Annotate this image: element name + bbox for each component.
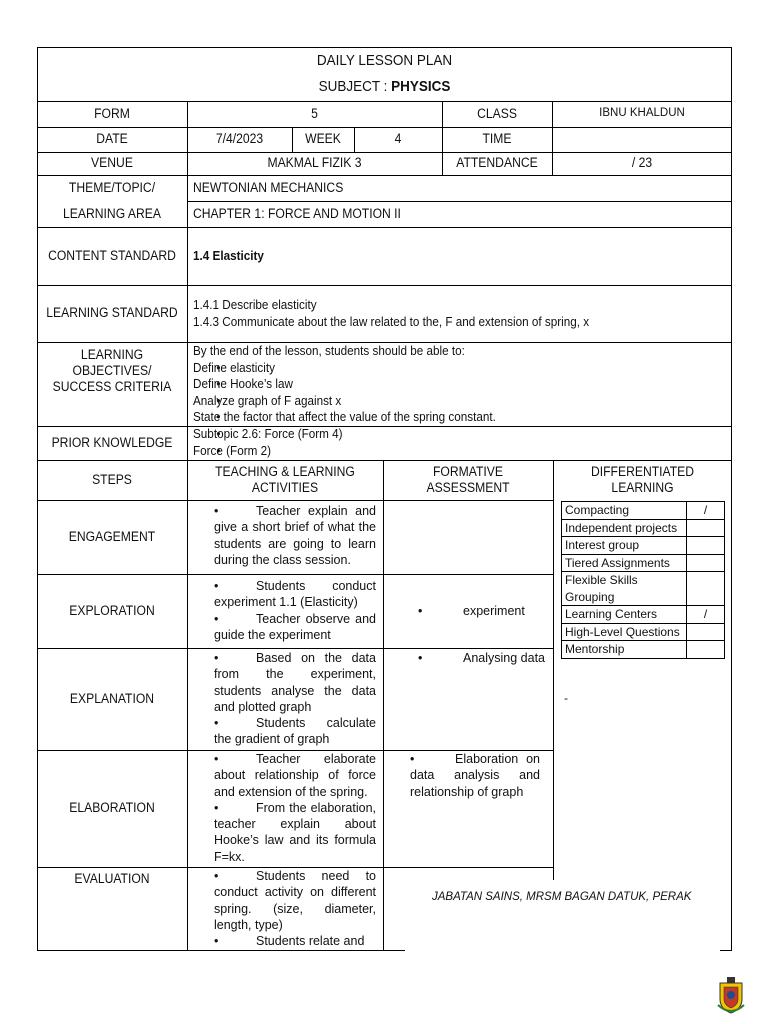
- activity-item: [214, 611, 376, 644]
- list-item: • State the factor that affect the value of the spring constant.: [193, 409, 733, 426]
- activity-text: Students need to conduct activity on different spring. (size, diameter, length, type): [214, 869, 376, 932]
- rule: [383, 460, 384, 950]
- bullet: •: [214, 934, 219, 949]
- assessment-text: Elaboration on data analysis and relationship of graph: [410, 752, 540, 799]
- learning-standard-label: LEARNING STANDARD: [46, 305, 178, 321]
- list-item: • Define Hooke’s law: [193, 376, 733, 393]
- differentiated-header: [562, 460, 723, 500]
- week-value: 4: [394, 131, 402, 147]
- assessment-header: [392, 460, 545, 500]
- step-engagement: ENGAGEMENT: [68, 528, 156, 544]
- bullet: •: [214, 869, 219, 883]
- differentiated-table: [561, 501, 725, 659]
- strategy-label: Tiered Assignments: [562, 554, 687, 572]
- form-label: FORM: [94, 105, 130, 121]
- week-label: WEEK: [305, 131, 341, 147]
- strategy-mark: [687, 641, 725, 659]
- activity-item: [214, 868, 376, 933]
- document-title: DAILY LESSON PLAN: [316, 52, 453, 69]
- learning-standard-line: 1.4.1 Describe elasticity: [193, 297, 317, 312]
- strategy-label: Learning Centers: [562, 606, 687, 624]
- bullet: •: [214, 752, 219, 766]
- exploration-activities: [214, 578, 376, 643]
- bullet: •: [214, 579, 219, 593]
- table-row: [562, 502, 725, 520]
- class-value: IBNU KHALDUN: [599, 107, 685, 120]
- venue-label: VENUE: [91, 155, 133, 171]
- explanation-activities: [214, 650, 376, 748]
- activity-text: Students conduct experiment 1.1 (Elasticity): [214, 579, 376, 610]
- rule: [292, 127, 293, 152]
- table-row: [562, 537, 725, 555]
- activity-item: [214, 650, 376, 715]
- rule: [354, 127, 355, 152]
- table-border-top: [37, 47, 732, 48]
- strategy-label: Interest group: [562, 537, 687, 555]
- step-evaluation: EVALUATION: [74, 870, 150, 886]
- class-label: CLASS: [477, 105, 517, 121]
- bullet: •: [214, 504, 219, 518]
- activity-item: [214, 503, 376, 568]
- table-row: [562, 641, 725, 659]
- table-border-bottom-right: [720, 950, 732, 951]
- header-line: ASSESSMENT: [426, 480, 510, 495]
- objectives-label-line: LEARNING: [80, 346, 144, 362]
- subject-line: [72, 75, 698, 99]
- strategy-label: High-Level Questions: [562, 623, 687, 641]
- explanation-assessment: [418, 650, 552, 666]
- activity-text: Students calculate the gradient of graph: [214, 716, 376, 747]
- objectives-content: [193, 343, 733, 426]
- school-crest-icon: [716, 975, 746, 1015]
- strategy-label: Flexible Skills Grouping: [562, 572, 687, 606]
- elaboration-activities: [214, 751, 376, 865]
- activity-item: [214, 933, 376, 949]
- form-value: 5: [311, 105, 318, 121]
- venue-value: MAKMAL FIZIK 3: [267, 155, 362, 171]
- rule: [553, 460, 554, 880]
- header-line: FORMATIVE: [432, 463, 503, 479]
- strategy-mark: [687, 623, 725, 641]
- activity-text: Students relate and: [256, 934, 365, 949]
- activity-item: [214, 751, 376, 800]
- chapter-value: CHAPTER 1: FORCE AND MOTION II: [193, 205, 401, 221]
- prior-knowledge-content: [193, 426, 553, 459]
- objectives-list: [193, 360, 733, 426]
- table-row: [562, 572, 725, 606]
- activity-item: [214, 800, 376, 865]
- bullet: •: [214, 800, 219, 815]
- theme-label-line1: THEME/TOPIC/: [68, 179, 156, 195]
- date-label: DATE: [96, 131, 128, 147]
- strategy-mark: [687, 572, 725, 606]
- header-line: DIFFERENTIATED: [590, 463, 695, 479]
- step-exploration: EXPLORATION: [69, 602, 155, 618]
- strategy-mark: /: [687, 502, 725, 520]
- assessment-text: experiment: [463, 604, 525, 618]
- subject-value: PHYSICS: [391, 78, 451, 95]
- table-row: [562, 623, 725, 641]
- activity-text: Teacher observe and guide the experiment: [214, 611, 376, 642]
- table-border-left: [37, 47, 38, 951]
- date-value: 7/4/2023: [215, 131, 264, 147]
- activity-text: Teacher elaborate about relationship of force and extension of the spring.: [214, 752, 376, 799]
- bullet: •: [410, 752, 415, 766]
- list-item: • Analyze graph of F against x: [193, 393, 733, 410]
- header-line: ACTIVITIES: [251, 480, 319, 495]
- table-border-right: [731, 47, 732, 951]
- content-standard-value: 1.4 Elasticity: [193, 248, 264, 264]
- table-row: [562, 519, 725, 537]
- objectives-label-line: OBJECTIVES/: [72, 362, 152, 378]
- bullet: •: [214, 716, 219, 731]
- department-footer: JABATAN SAINS, MRSM BAGAN DATUK, PERAK: [432, 891, 692, 903]
- theme-label-line2: LEARNING AREA: [63, 205, 161, 221]
- objectives-intro: By the end of the lesson, students should be able to:: [193, 343, 465, 358]
- evaluation-activities: [214, 868, 376, 949]
- activity-text: From the elaboration, teacher explain about Hooke’s law and its formula F=kx.: [214, 800, 376, 864]
- subject-label: SUBJECT :: [318, 78, 392, 95]
- list-item: • Force (Form 2): [193, 443, 553, 460]
- list-item: • Subtopic 2.6: Force (Form 4): [193, 426, 553, 443]
- theme-value: NEWTONIAN MECHANICS: [193, 179, 344, 195]
- rule: [187, 101, 188, 950]
- strategy-label: Independent projects: [562, 519, 687, 537]
- table-row: [562, 554, 725, 572]
- learning-standard-values: [193, 297, 715, 330]
- steps-header: STEPS: [92, 471, 132, 487]
- time-label: TIME: [482, 131, 512, 147]
- strategy-label: Compacting: [562, 502, 687, 520]
- prior-knowledge-list: [193, 426, 553, 459]
- strategy-mark: [687, 519, 725, 537]
- step-explanation: EXPLANATION: [69, 690, 155, 706]
- content-standard-label: CONTENT STANDARD: [48, 247, 176, 263]
- activity-text: Teacher explain and give a short brief of what the students are going to learn during the class session.: [214, 504, 376, 567]
- activity-item: [214, 715, 376, 748]
- activities-header: [197, 460, 373, 500]
- table-border-bottom: [37, 950, 405, 951]
- assessment-text: Analysing data: [463, 651, 546, 665]
- step-elaboration: ELABORATION: [69, 800, 155, 816]
- strategy-mark: /: [687, 606, 725, 624]
- attendance-value: / 23: [631, 155, 653, 171]
- rule: [442, 101, 443, 175]
- bullet: •: [214, 611, 219, 626]
- engagement-activities: [214, 503, 376, 568]
- bullet: •: [214, 651, 219, 665]
- attendance-label: ATTENDANCE: [456, 155, 538, 171]
- time-value: [561, 127, 723, 152]
- objectives-label: [45, 344, 180, 398]
- header-line: TEACHING & LEARNING: [215, 463, 355, 479]
- strategy-mark: [687, 554, 725, 572]
- strategy-mark: [687, 537, 725, 555]
- learning-standard-line: 1.4.3 Communicate about the law related to the, F and extension of spring, x: [193, 313, 590, 329]
- header-line: LEARNING: [611, 480, 674, 495]
- table-row: [562, 606, 725, 624]
- activity-item: [214, 578, 376, 611]
- exploration-assessment: [418, 603, 548, 619]
- bullet: •: [418, 651, 423, 665]
- elaboration-assessment: [410, 751, 540, 800]
- strategy-label: Mentorship: [562, 641, 687, 659]
- list-item: • Define elasticity: [193, 360, 733, 377]
- objectives-label-line: SUCCESS CRITERIA: [52, 379, 172, 395]
- activity-text: Based on the data from the experiment, students analyse the data and plotted graph: [214, 651, 376, 714]
- bullet: •: [418, 604, 423, 618]
- prior-knowledge-label: PRIOR KNOWLEDGE: [51, 434, 173, 450]
- differentiated-note: -: [564, 691, 568, 705]
